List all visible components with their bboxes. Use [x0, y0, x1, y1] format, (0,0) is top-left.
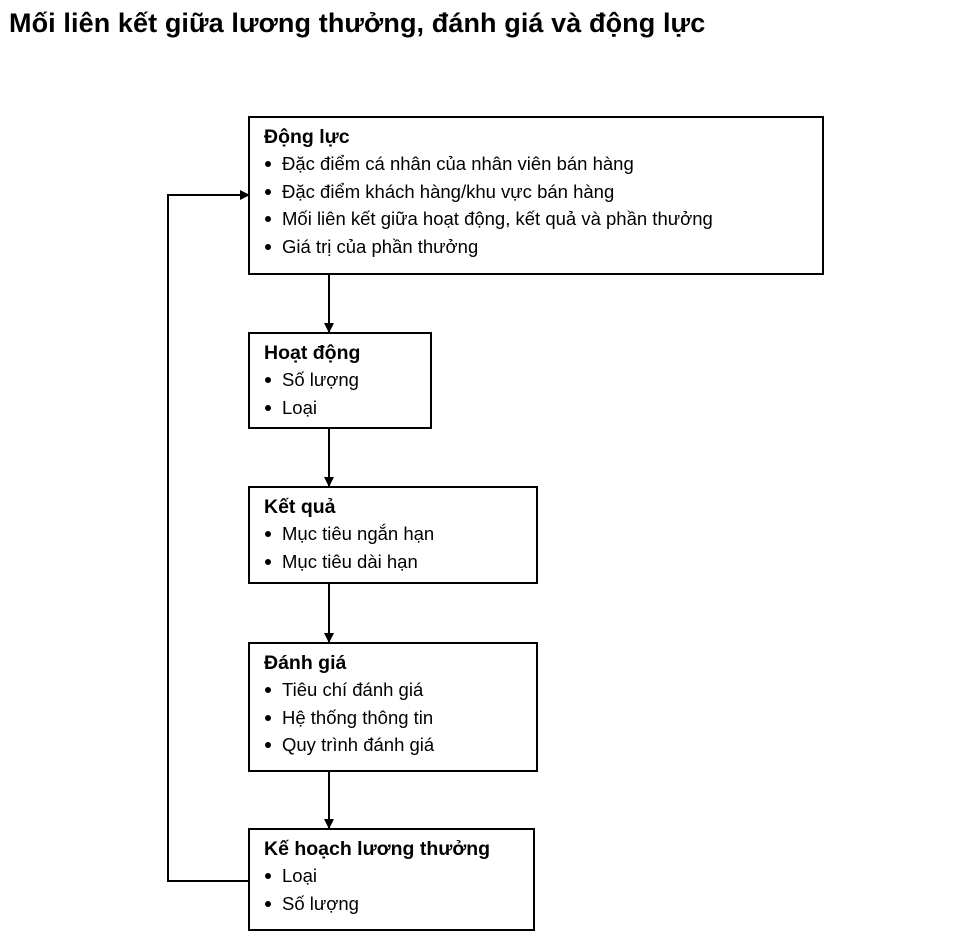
bullet-icon: [265, 405, 271, 411]
bullet-icon: [265, 244, 271, 250]
list-item: Tiêu chí đánh giá: [264, 676, 524, 704]
list-item: Số lượng: [264, 366, 418, 394]
bullet-icon: [265, 531, 271, 537]
box-ket-qua: [248, 486, 538, 584]
list-item: Hệ thống thông tin: [264, 704, 524, 732]
feedback-arrow-ke-hoach-to-dong-luc: [168, 195, 249, 881]
list-item: Đặc điểm khách hàng/khu vực bán hàng: [264, 178, 810, 206]
box-hoat-dong: [248, 332, 432, 429]
box-danh-gia: [248, 642, 538, 772]
box-hoat-dong-title: Hoạt động: [264, 342, 361, 364]
list-item: Số lượng: [264, 890, 521, 918]
diagram-title: Mối liên kết giữa lương thưởng, đánh giá và động lực: [9, 8, 706, 38]
bullet-icon: [265, 377, 271, 383]
bullet-icon: [265, 901, 271, 907]
list-item: Giá trị của phần thưởng: [264, 233, 810, 261]
box-ket-qua-list: [264, 520, 524, 575]
list-item: Quy trình đánh giá: [264, 731, 524, 759]
list-item: Mục tiêu dài hạn: [264, 548, 524, 576]
list-item: Loại: [264, 394, 418, 422]
bullet-icon: [265, 687, 271, 693]
list-item: Loại: [264, 862, 521, 890]
bullet-icon: [265, 189, 271, 195]
box-danh-gia-list: [264, 676, 524, 759]
box-ket-qua-title: Kết quả: [264, 496, 336, 518]
box-hoat-dong-list: [264, 366, 418, 421]
bullet-icon: [265, 216, 271, 222]
bullet-icon: [265, 742, 271, 748]
bullet-icon: [265, 559, 271, 565]
box-dong-luc-list: [264, 150, 810, 260]
box-ke-hoach-list: [264, 862, 521, 917]
bullet-icon: [265, 715, 271, 721]
list-item: Mối liên kết giữa hoạt động, kết quả và phần thưởng: [264, 205, 810, 233]
box-ke-hoach-luong-thuong: [248, 828, 535, 931]
bullet-icon: [265, 161, 271, 167]
box-dong-luc-title: Động lực: [264, 126, 350, 148]
box-danh-gia-title: Đánh giá: [264, 652, 347, 674]
list-item: Đặc điểm cá nhân của nhân viên bán hàng: [264, 150, 810, 178]
list-item: Mục tiêu ngắn hạn: [264, 520, 524, 548]
box-dong-luc: [248, 116, 824, 275]
bullet-icon: [265, 873, 271, 879]
box-ke-hoach-title: Kế hoạch lương thưởng: [264, 838, 491, 860]
